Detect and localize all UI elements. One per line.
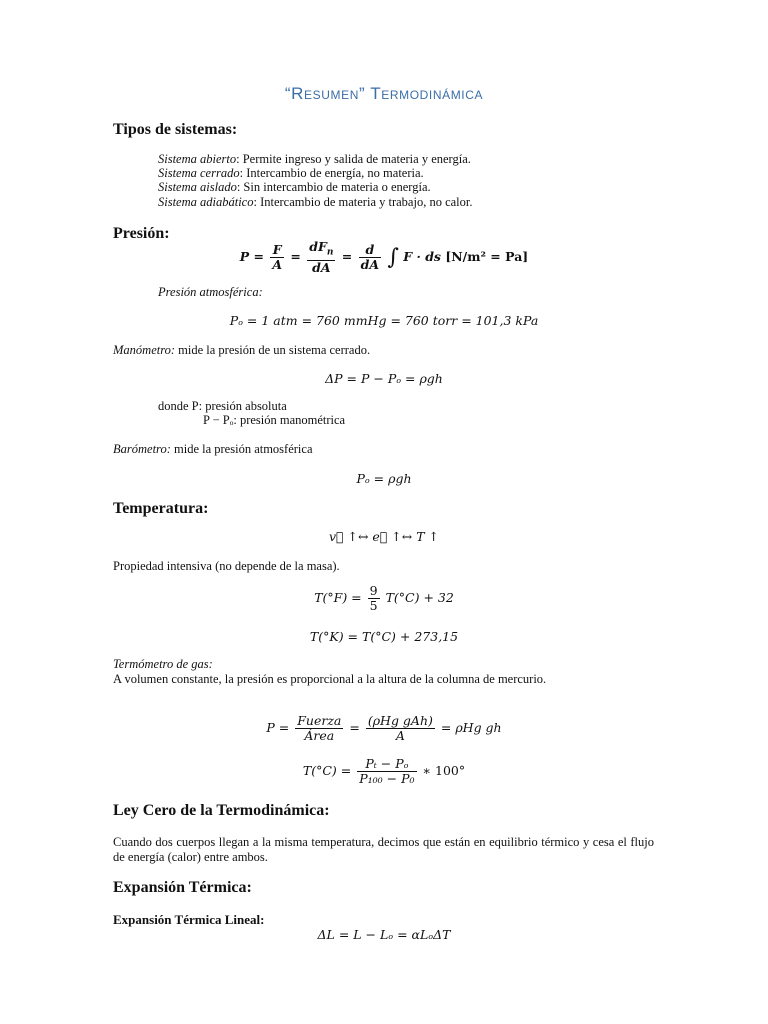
donde-line-2: P − Pₒ: presión manométrica: [203, 413, 346, 427]
ley-cero-text: Cuando dos cuerpos llegan a la misma temperatura, decimos que están en equilibrio térmico y cesa el flujo de energía (calor) entre ambos.: [113, 835, 654, 864]
equation-pressure: P = $\frac{F}{A}$ = $\frac{dF_n}{dA}$ = $\frac{d}{dA}$ ∫ F · ds [N/m² = Pa]: [239, 239, 529, 275]
list-item: [158, 195, 473, 210]
list-desc: : Intercambio de energía, no materia.: [239, 166, 424, 180]
atm-label: Presión atmosférica:: [158, 285, 263, 299]
equation-gas-pressure: P = $\frac{\text{Fuerza}}{\text{Área}}$ = $\frac{\text{(ρHg gAh)}}{A}$ = ρHg gh: [266, 713, 502, 743]
list-item: [158, 180, 431, 195]
equation-units: [N/m² = Pa]: [445, 248, 529, 264]
list-desc: : Intercambio de materia y trabajo, no calor.: [253, 195, 473, 209]
equation-fahrenheit: T(°F) = $\frac{9}{5}$ T(°C) + 32: [314, 583, 454, 613]
propiedad-text: Propiedad intensiva (no depende de la masa).: [113, 559, 340, 573]
list-item: [158, 166, 424, 181]
list-term: Sistema abierto: [158, 152, 237, 166]
equation-baro: Pₒ = ρgh: [356, 471, 412, 486]
equation-delta-p: ΔP = P − Pₒ = ρgh: [325, 371, 443, 386]
heading-temperatura: Temperatura:: [113, 500, 209, 517]
barometro-term: Barómetro:: [113, 442, 171, 456]
list-term: Sistema cerrado: [158, 166, 240, 180]
list-term: Sistema aislado: [158, 180, 237, 194]
list-item: [158, 152, 471, 167]
heading-presion: Presión:: [113, 225, 170, 242]
equation-gas-temperature: T(°C) = $\frac{\text{Pₜ − Pₒ}}{\text{P₁₀₀ − P₀}}$ ∗ 100°: [302, 756, 466, 786]
donde-line-1: donde P: presión absoluta: [158, 399, 287, 413]
heading-ley-cero: Ley Cero de la Termodinámica:: [113, 802, 330, 819]
equation-kelvin: T(°K) = T(°C) + 273,15: [309, 629, 459, 644]
manometro-term: Manómetro:: [113, 343, 176, 357]
manometro-line: [113, 343, 370, 358]
manometro-desc: mide la presión de un sistema cerrado.: [175, 343, 371, 357]
equation-linear-expansion: ΔL = L − Lₒ = αLₒΔT: [317, 927, 451, 942]
barometro-line: [113, 442, 313, 457]
barometro-desc: mide la presión atmosférica: [170, 442, 313, 456]
page-title: “Resumen” Termodinámica: [284, 84, 484, 103]
termometro-text: A volumen constante, la presión es proporcional a la altura de la columna de mercurio.: [113, 672, 547, 686]
list-term: Sistema adiabático: [158, 195, 254, 209]
heading-tipos: Tipos de sistemas:: [113, 121, 238, 138]
list-desc: : Sin intercambio de materia o energía.: [236, 180, 431, 194]
equation-vector: v⃗ ↑↔ e꜀ ↑↔ T ↑: [328, 529, 440, 544]
heading-expansion: Expansión Térmica:: [113, 879, 252, 896]
list-desc: : Permite ingreso y salida de materia y energía.: [236, 152, 471, 166]
subheading-expansion-lineal: Expansión Térmica Lineal:: [113, 912, 265, 927]
termometro-label: Termómetro de gas:: [113, 657, 213, 671]
equation-atm: Pₒ = 1 atm = 760 mmHg = 760 torr = 101,3 kPa: [229, 313, 539, 328]
